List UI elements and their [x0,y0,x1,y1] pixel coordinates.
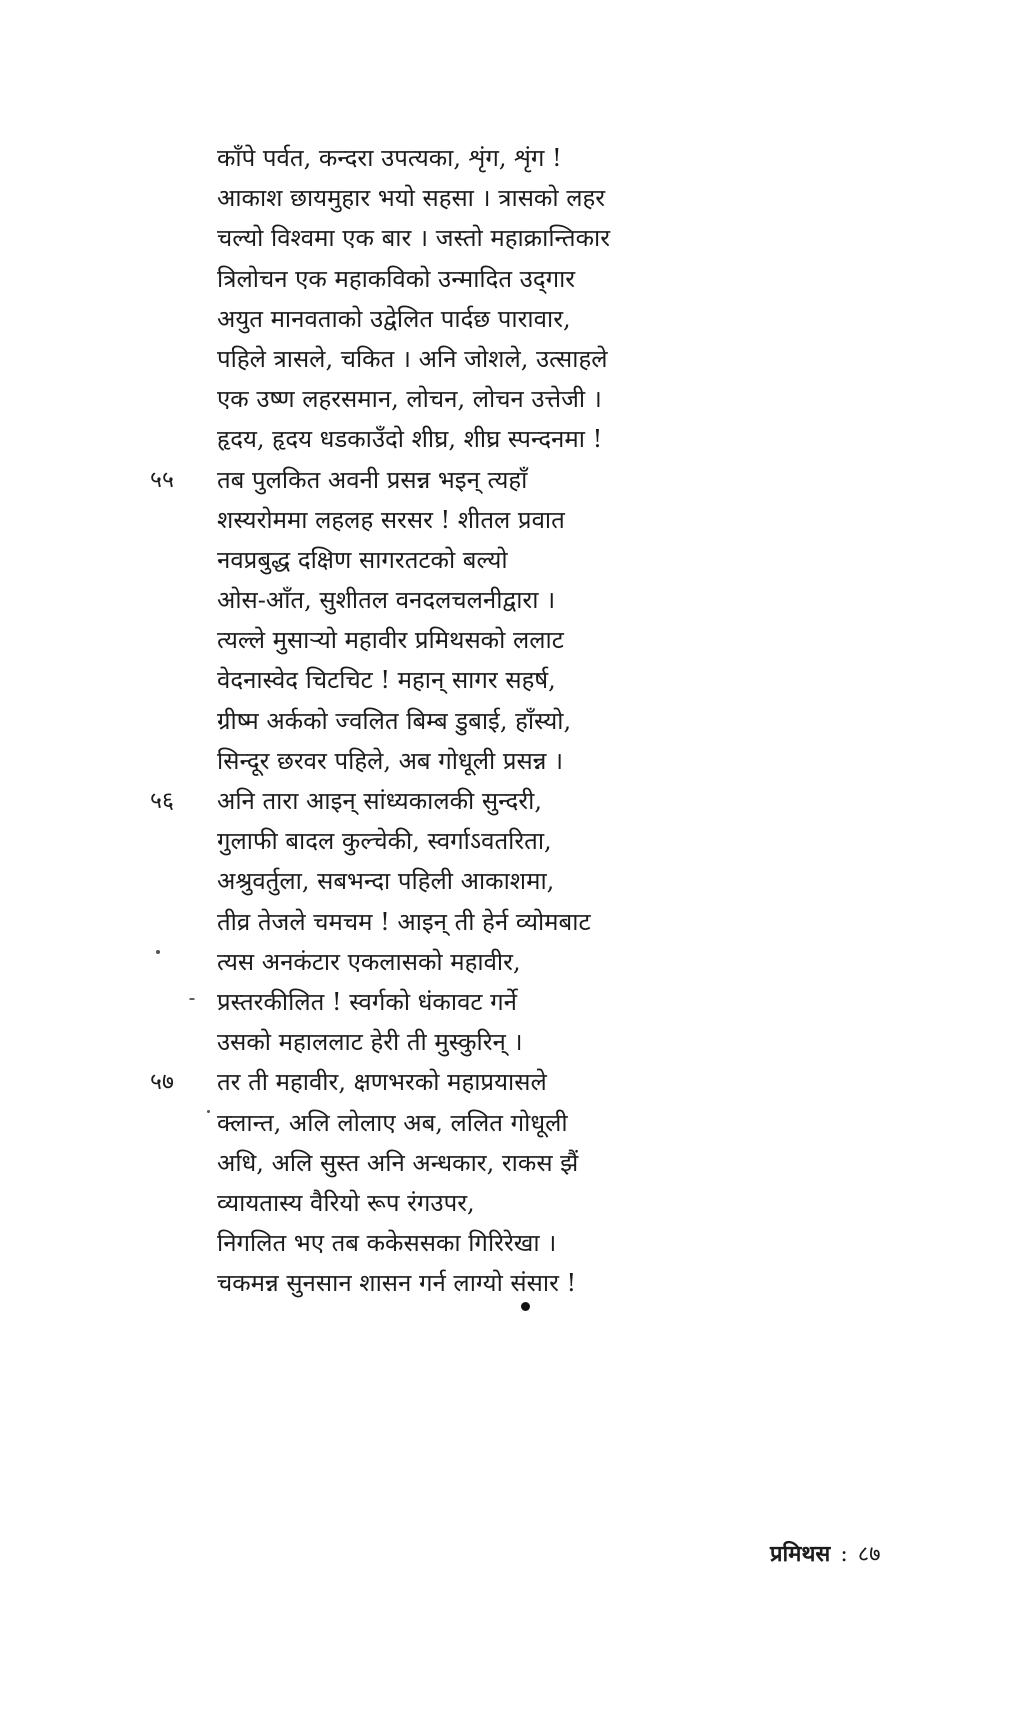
line-text: त्रिलोचन एक महाकविको उन्मादित उद्‌गार [217,264,576,293]
poem-line [150,982,810,1022]
line-text: अधि, अलि सुस्त अनि अन्धकार, राकस झैं [217,1148,579,1177]
line-text: नवप्रबुद्ध दक्षिण सागरतटको बल्यो [217,545,508,574]
poem-line [150,500,810,540]
line-text: तब पुलकित अवनी प्रसन्न भइन् त्यहाँ [217,465,528,494]
line-text: शस्यरोममा लहलह सरसर ! शीतल प्रवात [217,505,565,534]
poem-line [150,942,810,982]
line-text: त्यल्ले मुसाऱ्यो महावीर प्रमिथसको ललाट [217,626,564,655]
section-end-dot [521,1302,530,1311]
poem-line [150,620,810,660]
line-text: काँपे पर्वत, कन्दरा उपत्यका, शृंग, शृंग ! [217,144,562,172]
poem-line [150,1103,810,1143]
page-number: ८७ [857,1542,881,1567]
poem-line [150,861,810,901]
line-text: उसको महाललाट हेरी ती मुस्कुरिन् । [217,1028,523,1057]
poem-line [150,460,810,500]
line-text: एक उष्ण लहरसमान, लोचन, लोचन उत्तेजी । [217,385,602,414]
poem-line [150,299,810,339]
line-text: सिन्दूर छरवर पहिले, अब गोधूली प्रसन्न । [217,746,564,775]
line-text: अनि तारा आइन् सांध्यकालकी सुन्दरी, [217,787,542,815]
line-text: तीव्र तेजले चमचम ! आइन् ती हेर्न व्योमबाट [217,907,591,936]
print-speck [156,950,160,954]
poem-line [150,540,810,580]
verse-number: ५६ [150,788,174,814]
poem-line [150,1183,810,1223]
poem-line [150,781,810,821]
poem-line [150,741,810,781]
running-footer [770,1538,881,1568]
poem-line [150,701,810,741]
poem-line [150,660,810,700]
line-text: ओस-आँत, सुशीतल वनदलचलनीद्वारा । [217,586,556,615]
poem-line [150,259,810,299]
line-text: तर ती महावीर, क्षणभरको महाप्रयासले [217,1068,547,1097]
line-text: आकाश छायमुहार भयो सहसा । त्रासको लहर [217,184,606,213]
poem-text [150,138,810,1303]
poem-line [150,580,810,620]
poem-line [150,902,810,942]
poem-line [150,218,810,258]
poem-line [150,1263,810,1303]
poem-line [150,1062,810,1102]
line-text: अश्रुवर्तुला, सबभन्दा पहिली आकाशमा, [217,867,555,896]
line-text: त्यस अनकंटार एकलासको महावीर, [217,947,521,976]
line-text: गुलाफी बादल कुल्चेकी, स्वर्गाऽवतरिता, [217,827,552,856]
print-speck [207,1110,210,1113]
line-text: ग्रीष्म अर्कको ज्वलित बिम्ब डुबाई, हाँस्यो, [217,706,572,735]
line-text: निगलित भए तब ककेससका गिरिरेखा । [217,1229,557,1258]
line-text: चकमन्न सुनसान शासन गर्न लाग्यो संसार ! [217,1269,577,1298]
poem-line [150,138,810,178]
verse-number: ५५ [150,466,174,493]
poem-line [150,339,810,379]
line-text: हृदय, हृदय धडकाउँदो शीघ्र, शीघ्र स्पन्दनमा ! [217,425,603,454]
print-speck [189,998,195,1000]
poem-line [150,821,810,861]
line-text: प्रस्तरकीलित ! स्वर्गको धंकावट गर्ने [217,987,517,1016]
book-title: प्रमिथस [770,1541,831,1567]
line-text: पहिले त्रासले, चकित । अनि जोशले, उत्साहले [217,344,608,373]
footer-separator: : [840,1542,848,1567]
poem-line [150,379,810,419]
line-text: व्यायतास्य वैरियो रूप रंगउपर, [217,1188,475,1217]
line-text: क्लान्त, अलि लोलाए अब, ललित गोधूली [217,1108,568,1137]
poem-line [150,1143,810,1183]
line-text: चल्यो विश्वमा एक बार । जस्तो महाक्रान्तिकार [217,224,611,253]
poem-line [150,178,810,218]
poem-line [150,1022,810,1062]
line-text: अयुत मानवताको उद्वेलित पार्दछ पारावार, [217,304,571,333]
poem-line [150,1223,810,1263]
verse-number: ५७ [150,1069,174,1096]
poem-line [150,419,810,459]
line-text: वेदनास्वेद चिटचिट ! महान् सागर सहर्ष, [217,666,556,695]
